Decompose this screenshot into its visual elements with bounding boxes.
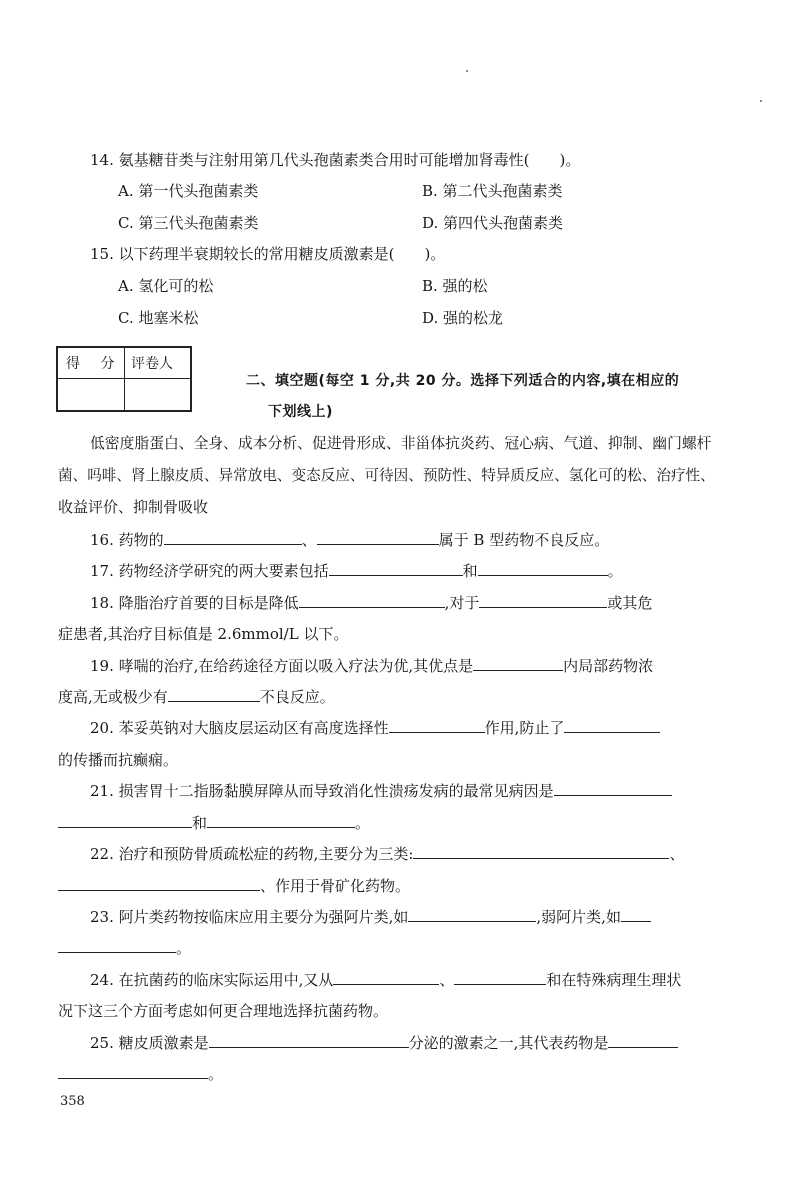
q20-blank-1[interactable] [389, 718, 485, 733]
word-bank-line-2: 菌、吗啡、肾上腺皮质、异常放电、变态反应、可待因、预防性、特异质反应、氢化可的松、治疗性、 [58, 467, 715, 484]
q24-blank-1[interactable] [333, 970, 439, 985]
question-22-cont [58, 876, 410, 896]
q17-text-3: 。 [607, 562, 623, 580]
q21-blank-1[interactable] [554, 781, 672, 796]
question-14-option-c: C. 第三代头孢菌素类 [118, 214, 259, 232]
q17-blank-1[interactable] [329, 561, 463, 576]
q25-text-1: 25. 糖皮质激素是 [90, 1034, 209, 1052]
q21-text-2: 和 [192, 814, 208, 832]
q16-text-2: 、 [301, 531, 317, 549]
q16-blank-1[interactable] [164, 530, 302, 545]
q24-text-1: 24. 在抗菌药的临床实际运用中,又从 [90, 971, 334, 989]
q18-blank-2[interactable] [479, 593, 607, 608]
score-table [56, 346, 192, 412]
q19-text-4: 不良反应。 [259, 688, 335, 706]
q23-text-3: 。 [176, 939, 192, 957]
q23-blank-1[interactable] [408, 907, 536, 922]
q24-text-3: 和在特殊病理生理状 [546, 971, 682, 989]
word-bank-line-1: 低密度脂蛋白、全身、成本分析、促进骨形成、非甾体抗炎药、冠心病、气道、抑制、幽门螺杆 [90, 435, 712, 452]
q16-text-3: 属于 B 型药物不良反应。 [438, 531, 610, 549]
q19-text-2: 内局部药物浓 [563, 657, 654, 675]
section-2-title-cont: 下划线上) [268, 404, 333, 420]
q20-blank-2[interactable] [564, 718, 660, 733]
question-15-stem: 15. 以下药理半衰期较长的常用糖皮质激素是( )。 [90, 245, 446, 263]
question-23 [90, 907, 651, 927]
question-24-cont: 况下这三个方面考虑如何更合理地选择抗菌药物。 [58, 1002, 389, 1020]
word-bank-line-3: 收益评价、抑制骨吸收 [58, 498, 209, 516]
q23-blank-2[interactable] [621, 907, 651, 922]
question-21-cont [58, 813, 370, 833]
q22-text-3: 、作用于骨矿化药物。 [260, 877, 411, 895]
q17-text-1: 17. 药物经济学研究的两大要素包括 [90, 562, 329, 580]
q18-text-3: 或其危 [607, 594, 653, 612]
question-14-option-d: D. 第四代头孢菌素类 [422, 214, 564, 232]
question-24 [90, 970, 681, 990]
q19-blank-2[interactable] [168, 687, 260, 702]
question-25 [90, 1033, 678, 1053]
q22-blank-2[interactable] [58, 876, 260, 891]
q19-text-1: 19. 哮喘的治疗,在给药途径方面以吸入疗法为优,其优点是 [90, 657, 474, 675]
question-14-option-a: A. 第一代头孢菌素类 [118, 182, 259, 200]
q16-blank-2[interactable] [317, 530, 439, 545]
section-2-title: 二、填空题(每空 1 分,共 20 分。选择下列适合的内容,填在相应的 [246, 373, 680, 389]
question-15-option-b: B. 强的松 [422, 277, 488, 295]
question-18 [90, 593, 652, 613]
q25-text-2: 分泌的激素之一,其代表药物是 [408, 1034, 609, 1052]
q22-text-1: 22. 治疗和预防骨质疏松症的药物,主要分为三类: [90, 845, 414, 863]
question-15-option-a: A. 氢化可的松 [118, 277, 214, 295]
question-15-option-c: C. 地塞米松 [118, 309, 199, 327]
q23-text-2: ,弱阿片类,如 [536, 908, 621, 926]
q19-text-3: 度高,无或极少有 [58, 688, 168, 706]
question-19-cont [58, 687, 335, 707]
scan-speck [466, 70, 468, 72]
q21-text-3: 。 [355, 814, 371, 832]
q22-text-2: 、 [669, 845, 685, 863]
grader-label: 评卷人 [131, 356, 173, 372]
q23-blank-3[interactable] [58, 938, 176, 953]
question-22 [90, 844, 684, 864]
q17-text-2: 和 [462, 562, 478, 580]
question-16 [90, 530, 609, 550]
question-15-option-d: D. 强的松龙 [422, 309, 504, 327]
score-label: 得 分 [66, 356, 123, 372]
question-18-cont: 症患者,其治疗目标值是 2.6mmol/L 以下。 [58, 625, 349, 643]
q23-text-1: 23. 阿片类药物按临床应用主要分为强阿片类,如 [90, 908, 409, 926]
q18-text-2: ,对于 [444, 594, 480, 612]
q25-blank-3[interactable] [58, 1064, 208, 1079]
question-14-option-b: B. 第二代头孢菌素类 [422, 182, 563, 200]
q21-blank-2[interactable] [58, 813, 192, 828]
q25-text-3: 。 [208, 1065, 224, 1083]
scan-speck [760, 100, 762, 102]
question-14-stem: 14. 氨基糖苷类与注射用第几代头孢菌素类合用时可能增加肾毒性( )。 [90, 151, 581, 169]
q19-blank-1[interactable] [473, 656, 563, 671]
page-number: 358 [60, 1094, 85, 1109]
q24-text-2: 、 [439, 971, 455, 989]
question-17 [90, 561, 623, 581]
q17-blank-2[interactable] [478, 561, 608, 576]
q22-blank-1[interactable] [413, 844, 669, 859]
q21-text-1: 21. 损害胃十二指肠黏膜屏障从而导致消化性溃疡发病的最常见病因是 [90, 782, 554, 800]
q21-blank-3[interactable] [207, 813, 355, 828]
question-20-cont: 的传播而抗癫痫。 [58, 751, 179, 769]
question-21 [90, 781, 672, 801]
q25-blank-1[interactable] [209, 1033, 409, 1048]
q16-text-1: 16. 药物的 [90, 531, 164, 549]
q24-blank-2[interactable] [454, 970, 546, 985]
q25-blank-2[interactable] [608, 1033, 678, 1048]
question-20 [90, 718, 660, 738]
question-25-cont [58, 1064, 223, 1084]
question-23-cont [58, 938, 191, 958]
question-19 [90, 656, 653, 676]
q20-text-1: 20. 苯妥英钠对大脑皮层运动区有高度选择性 [90, 719, 389, 737]
q18-text-1: 18. 降脂治疗首要的目标是降低 [90, 594, 299, 612]
q20-text-2: 作用,防止了 [484, 719, 565, 737]
q18-blank-1[interactable] [299, 593, 445, 608]
